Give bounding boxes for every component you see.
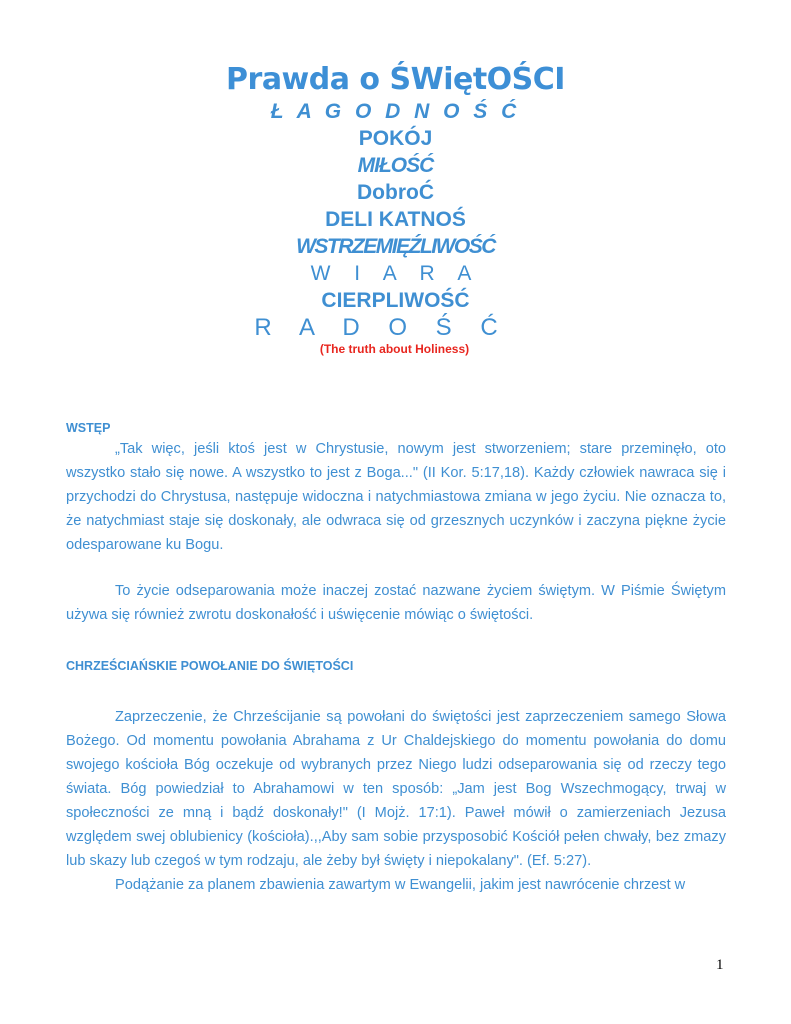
document-title: Prawda o ŚWiętOŚCI bbox=[226, 62, 565, 97]
title-line-milosc: MIŁOŚĆ bbox=[357, 154, 434, 177]
title-line-cierpliwosc: CIERPLIWOŚĆ bbox=[321, 289, 470, 312]
page-number: 1 bbox=[716, 957, 724, 973]
paragraph: Zaprzeczenie, że Chrześcijanie są powołani do świętości jest zaprzeczeniem samego Słowa Bożego. Od momentu powołania Abrahama z Ur Chaldejskiego do momentu powołania do domu swojego kościoła Bóg oczekuje od wybranych przez Niego ludzi odseparowania się od rzeczy tego świata. Bóg powiedział to Abrahamowi w ten sposób: „Jam jest Bog Wszechmogący, trwaj w społeczności ze mną i bądź doskonały!" (I Mojż. 17:1). Paweł mówił o zamierzeniach Jezusa względem swej oblubienicy (kościoła).,,Aby sam sobie przysposobić Kościół pełen chwały, bez zmazy lub skazy lub czegoś w tym rodzaju, ale żeby był święty i niepokalany". (Ef. 5:27). bbox=[66, 709, 726, 869]
title-line-lagodnosc: Ł A G O D N O Ś Ć bbox=[270, 100, 521, 123]
title-line-radosc: R A D O Ś Ć bbox=[254, 314, 509, 341]
title-line-pokoj: POKÓJ bbox=[358, 127, 433, 150]
title-line-delikatnosc: DELI KATNOŚ bbox=[325, 208, 466, 231]
paragraph: „Tak więc, jeśli ktoś jest w Chrystusie, nowym jest stworzeniem; stare przeminęło, oto wszystko stało się nowe. A wszystko to jest z Boga..." (II Kor. 5:17,18). Każdy człowiek nawraca się i przychodzi do Chrystusa, następuje widoczna i natychmiastowa zmiana w jego życiu. Nie oznacza to, że natychmiast staje się doskonały, ale odwraca się od grzesznych uczynków i zaczyna piękne życie odesparowane ku Bogu. bbox=[66, 441, 726, 553]
title-block bbox=[0, 62, 791, 356]
paragraph: To życie odseparowania może inaczej zostać nazwane życiem świętym. W Piśmie Świętym używa się również zwrotu doskonałość i uświęcenie mówiąc o świętości. bbox=[66, 583, 726, 623]
document-subtitle: (The truth about Holiness) bbox=[319, 342, 470, 356]
title-line-wstrzemiezliwosc: WSTRZEMIĘŹLIWOŚĆ bbox=[296, 235, 495, 258]
section-heading-powolanie: CHRZEŚCIAŃSKIE POWOŁANIE DO ŚWIĘTOŚCI bbox=[66, 659, 354, 673]
document-body bbox=[66, 419, 726, 897]
title-line-wiara: W I A R A bbox=[310, 262, 481, 285]
section-heading-wstep: WSTĘP bbox=[66, 421, 111, 435]
paragraph: Podążanie za planem zbawienia zawartym w Ewangelii, jakim jest nawrócenie chrzest w bbox=[115, 877, 686, 893]
title-line-dobroc: DobroĆ bbox=[357, 181, 434, 204]
